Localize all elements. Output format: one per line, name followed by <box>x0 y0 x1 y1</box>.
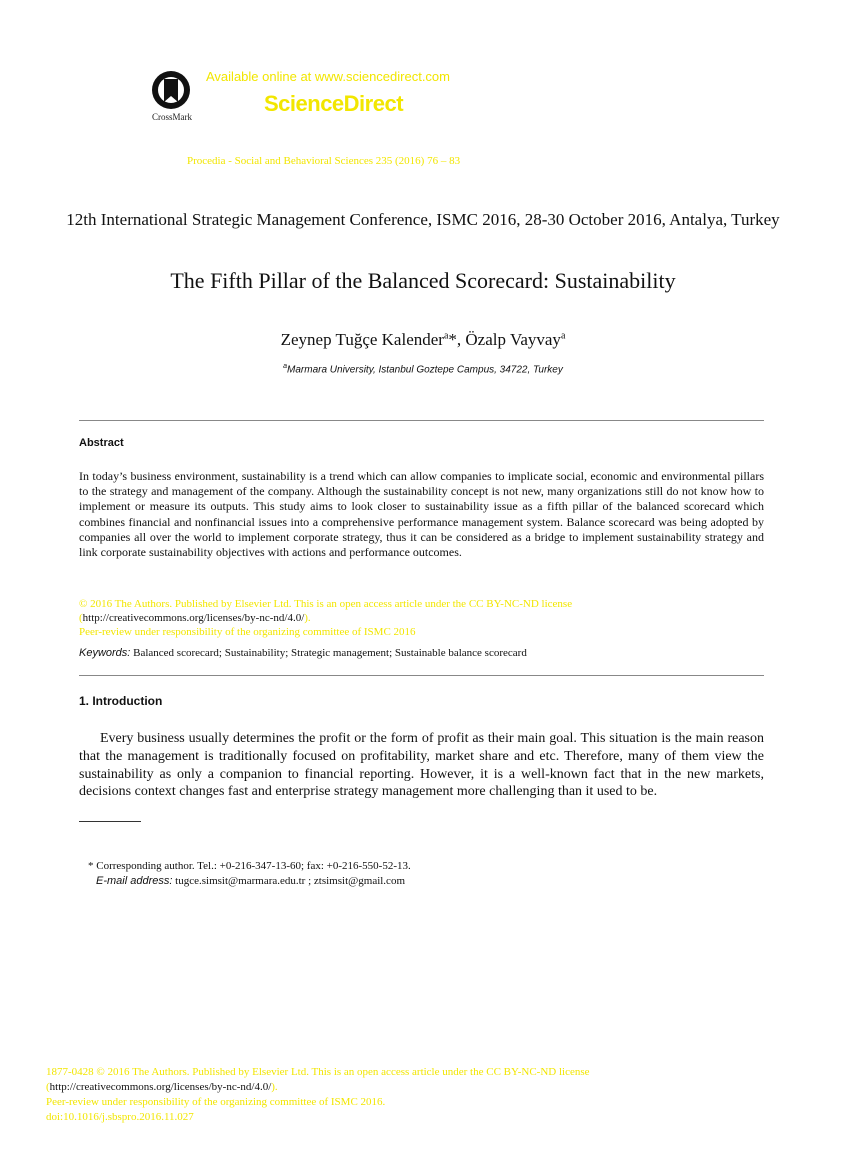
email-value[interactable]: tugce.simsit@marmara.edu.tr ; ztsimsit@gmail.com <box>172 875 405 887</box>
copyright-paren-close: ). <box>304 612 311 624</box>
footer-doi[interactable]: doi:10.1016/j.sbspro.2016.11.027 <box>46 1111 194 1123</box>
author-2: Özalp Vayvay <box>465 330 561 349</box>
keywords <box>79 647 764 659</box>
abstract-text: In today’s business environment, sustainability is a trend which can allow companies to implicate social, economic and environmental pillars to the strategy and management of the company. Although the sustainability concept is not new, many organizations still do not know how to implement or measure its outputs. This study aims to look closer to sustainability issue as a fifth pillar of the balanced scorecard which combines financial and nonfinancial issues into a comprehensive performance management system. Balance scorecard was being adopted by companies all over the world to implement corporate strategy, thus it can be considered as a bridge to implement sustainability strategy and link corporate sustainability objectives with actions and performance outcomes. <box>79 469 764 560</box>
footer-paren-close: ). <box>271 1081 278 1093</box>
abstract-heading: Abstract <box>79 437 124 449</box>
introduction-text: Every business usually determines the profit or the form of profit as their main goal. This situation is the main reason that the management is traditionally focused on profitability, market share and etc. Therefore, many of them view the sustainability as only a companion to financial reporting. However, it is a well-known fact that in the new markets, decisions context changes fast and enterprise strategy management more challenging than it used to be. <box>79 731 764 800</box>
corresponding-author: * Corresponding author. Tel.: +0-216-347-13-60; fax: +0-216-550-52-13. <box>88 860 411 872</box>
sciencedirect-logo[interactable]: ScienceDirect <box>264 91 404 116</box>
journal-line: Procedia - Social and Behavioral Sciences 235 (2016) 76 – 83 <box>187 155 461 167</box>
author-1: Zeynep Tuğçe Kalender <box>280 330 444 349</box>
footer-license-link[interactable]: http://creativecommons.org/licenses/by-nc-nd/4.0/ <box>49 1081 272 1093</box>
footer-issn-line: 1877-0428 © 2016 The Authors. Published by Elsevier Ltd. This is an open access article under the CC BY-NC-ND license <box>46 1066 590 1078</box>
authors <box>60 330 786 350</box>
copyright-line: © 2016 The Authors. Published by Elsevier Ltd. This is an open access article under the CC BY-NC-ND license <box>79 598 573 610</box>
copyright-block <box>79 597 764 639</box>
affiliation-text: Marmara University, Istanbul Goztepe Campus, 34722, Turkey <box>287 364 563 376</box>
crossmark-label: CrossMark <box>152 112 192 122</box>
author-2-sup: a <box>560 330 566 342</box>
affiliation-sup: a <box>283 363 288 370</box>
author-1-sup: a <box>443 330 449 342</box>
author-separator: *, <box>448 330 466 349</box>
footer-paren-open: ( <box>46 1081 50 1093</box>
email-label: E-mail address: <box>96 875 173 887</box>
available-online-link[interactable]: Available online at www.sciencedirect.com <box>206 69 450 84</box>
paper-title: The Fifth Pillar of the Balanced Scorecard: Sustainability <box>170 268 676 293</box>
divider-bottom <box>79 675 764 676</box>
footer-block <box>46 1065 590 1125</box>
footnote-rule <box>79 821 141 822</box>
keywords-label: Keywords: <box>79 647 131 659</box>
copyright-paren-open: ( <box>79 612 83 624</box>
divider-top <box>79 420 764 421</box>
introduction-heading: 1. Introduction <box>79 694 163 708</box>
peer-review-line: Peer-review under responsibility of the organizing committee of ISMC 2016 <box>79 626 416 638</box>
license-link[interactable]: http://creativecommons.org/licenses/by-nc-nd/4.0/ <box>82 612 305 624</box>
affiliation <box>60 363 786 375</box>
conference-line: 12th International Strategic Management Conference, ISMC 2016, 28-30 October 2016, Antalya, Turkey <box>66 210 780 229</box>
footer-peer-review: Peer-review under responsibility of the organizing committee of ISMC 2016. <box>46 1096 386 1108</box>
crossmark-icon <box>150 70 192 114</box>
keywords-list: Balanced scorecard; Sustainability; Strategic management; Sustainable balance scorecard <box>130 647 527 659</box>
email-line <box>96 875 405 887</box>
